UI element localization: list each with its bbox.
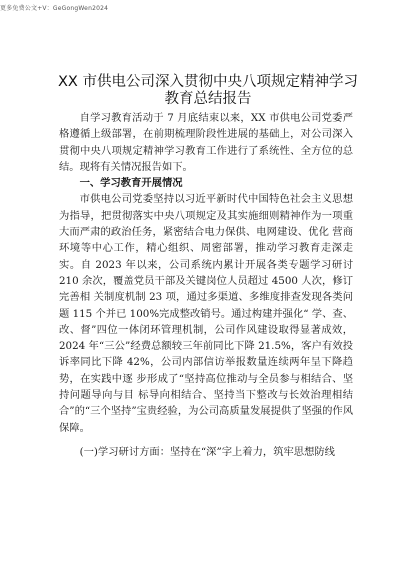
watermark-text: 更多免费公文+V：GeGongWen2024: [0, 5, 109, 12]
subsection-heading: (一)学习研讨方面：坚持在“深”字上着力，筑牢思想防线: [79, 445, 335, 458]
document-body: [59, 110, 353, 460]
section-paragraph: 市供电公司党委坚持以习近平新时代中国特色社会主义思想为指导，把贯彻落实中央八项规定及其实施细则精神作为一项重大而严肃的政治任务，紧密结合电力保供、电网建设、优化 营商环境等中心工作，精心组织、周密部署，推动学习教育走深走 实。自 2023 年以来，公司系统内累计开展各类专题学习研讨 210 余次，覆盖党员干部及关键岗位人员超过 4500 人次，修订完善相 关制度机制 23 项，通过多渠道、多维度排查发现各类问题 115 个并已 100%完成整改销号。通过构建并强化“ 学、查、改、督”四位一体闭环管理机制，公司作风建设取得显著成效，2024 年“三公”经费总额较三年前同比下降 21.5%，客户有效投诉率同比下降 42%，公司内部信访举报数量连续两年呈下降趋势，在实践中逐 步形成了“坚持高位推动与全员参与相结合、坚持问题导向与目 标导向相结合、坚持当下整改与长效治理相结合”的“三个坚持”宝贵经验，为公司高质量发展提供了坚强的作风保障。: [59, 193, 353, 434]
document-title: XX 市供电公司深入贯彻中央八项规定精神学习教育总结报告: [58, 74, 358, 107]
intro-paragraph: 自学习教育活动于 7 月底结束以来，XX 市供电公司党委严格遵循上级部署，在前期梳理阶段性进展的基础上，对公司深入贯彻中央八项规定精神学习教育工作进行了系统性、全方位的总结。现将有关情况报告如下。: [59, 112, 353, 173]
section-heading: 一、学习教育开展情况: [79, 177, 183, 190]
